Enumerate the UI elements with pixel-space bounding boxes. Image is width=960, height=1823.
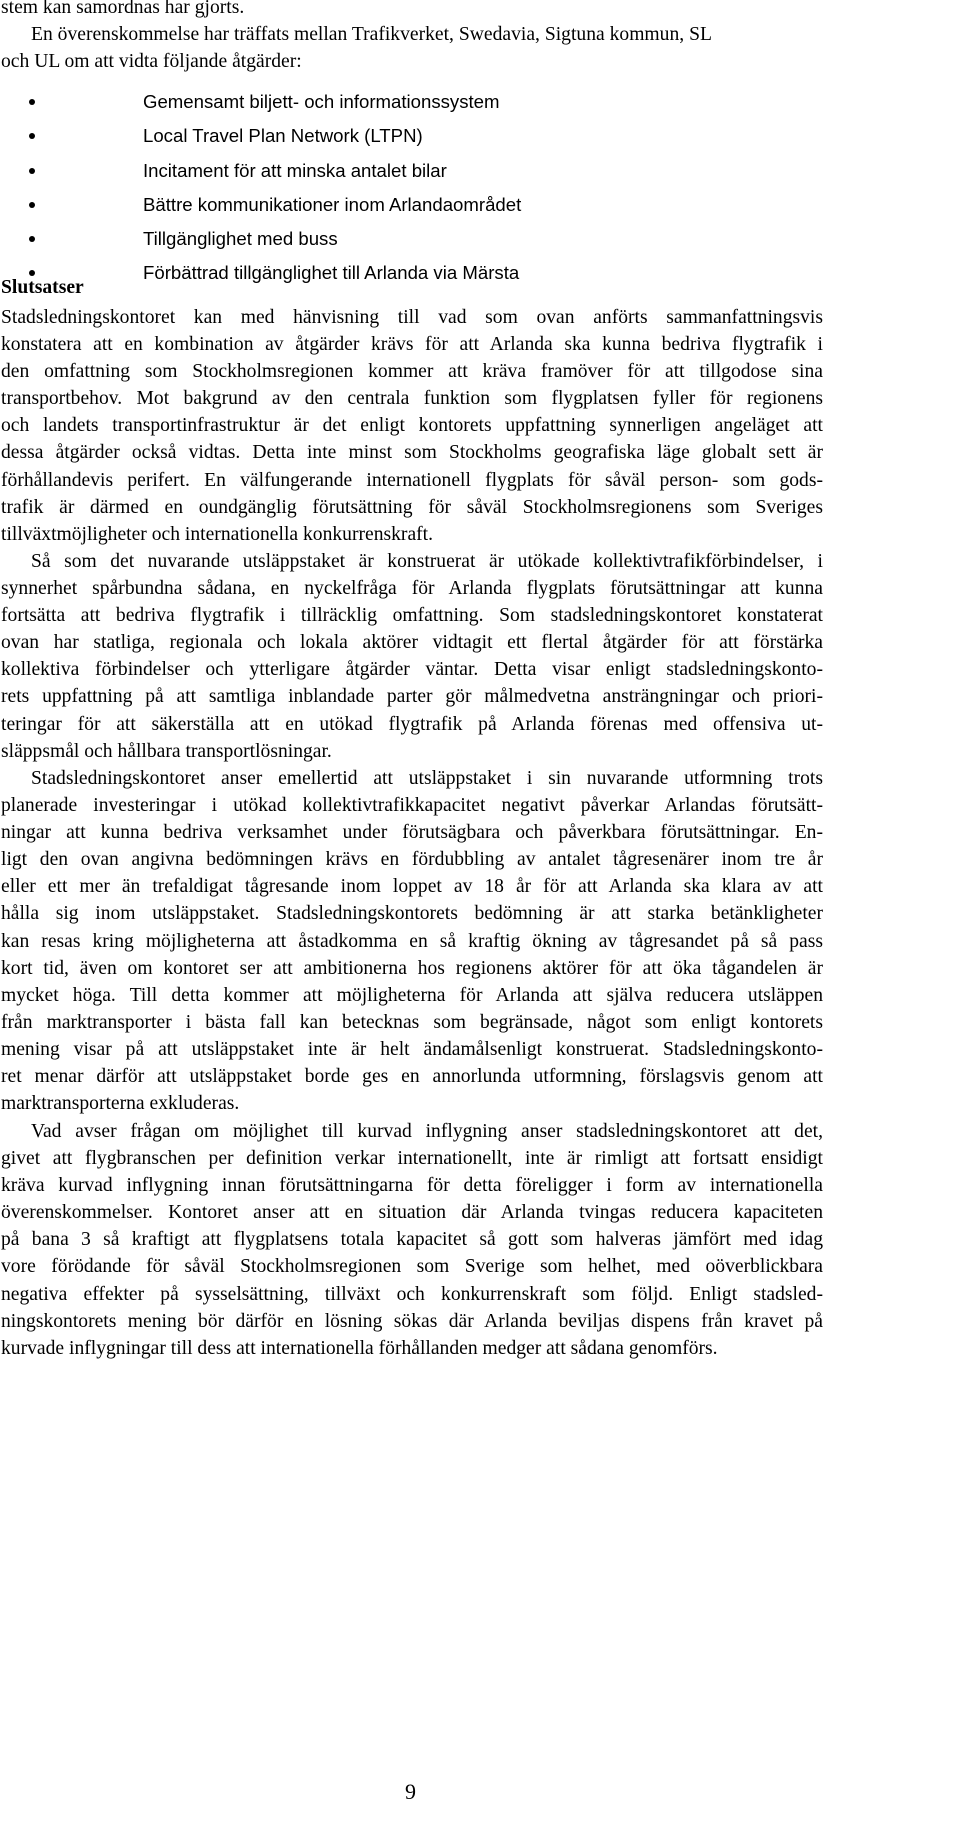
page-number: 9 [405,1779,416,1804]
text-line: kräva kurvad inflygning innan förutsättningarna för detta föreligger i form av internationella [1,1175,823,1197]
list-item-text: Local Travel Plan Network (LTPN) [143,125,423,147]
bullet-icon [29,168,35,174]
text-line: teringar för att säkerställa att en utökad flygtrafik på Arlanda förenas med offensiva ut- [1,713,823,735]
text-line: givet att flygbranschen per definition verkar internationellt, inte är rimligt att fortsatt ensidigt [1,1148,823,1170]
text-line: transportbehov. Mot bakgrund av den centrala funktion som flygplatsen fyller för regionens [1,388,823,410]
list-item [0,119,700,153]
text-line: Stadsledningskontoret anser emellertid att utsläppstaket i sin nuvarande utformning trots [31,768,823,789]
text-line: förhållandevis perifert. En välfungerande internationell flygplats för såväl person- som gods- [1,469,823,491]
bullet-icon [29,133,35,139]
text-line: Stadsledningskontoret kan med hänvisning till vad som ovan anförts sammanfattningsvis [1,307,823,328]
text-line: ningskontorets mening bör därför en lösning sökas där Arlanda beviljas dispens från kravet på [1,1310,823,1332]
text-line: ningar att kunna bedriva verksamhet under förutsägbara och påverkbara förutsättningar. En- [1,822,823,844]
bullet-icon [29,236,35,242]
text-line: och UL om att vidta följande åtgärder: [1,51,302,73]
text-line: kollektiva förbindelser och ytterligare åtgärder väntar. Detta visar enligt stadsledningskonto- [1,659,823,681]
text-line: släppsmål och hållbara transportlösningar. [1,740,332,762]
text-line: Vad avser frågan om möjlighet till kurvad inflygning anser stadsledningskontoret att det, [31,1121,823,1142]
list-item [0,154,700,188]
text-line: kan resas kring möjligheterna att åstadkomma en så kraftig ökning av tågresandet på så pass [1,930,823,952]
text-line: mycket höga. Till detta kommer att möjligheterna för Arlanda att själva reducera utsläppen [1,984,823,1006]
section-heading: Slutsatser [1,277,84,298]
text-line: ligt den ovan angivna bedömningen krävs en fördubbling av antalet tågresenärer inom tre år [1,849,823,871]
text-line: trafik är därmed en oundgänglig förutsättning för såväl Stockholmsregionens som Sveriges [1,496,823,518]
list-item [0,222,700,256]
list-item-text: Incitament för att minska antalet bilar [143,159,447,181]
text-line: stem kan samordnas har gjorts. [1,0,245,18]
list-item [0,85,700,119]
text-line: tillväxtmöjligheter och internationella konkurrenskraft. [1,523,434,545]
conclusion-paragraph-3 [1,765,823,1117]
list-item [0,188,700,222]
conclusion-paragraph-4 [1,1118,823,1362]
text-line: fortsätta att bedriva flygtrafik i tillräcklig omfattning. Som stadsledningskontoret konstaterat [1,605,823,627]
text-line: konstatera att en kombination av åtgärder krävs för att Arlanda ska kunna bedriva flygtrafik i [1,334,823,356]
list-item-text: Bättre kommunikationer inom Arlandaområdet [143,193,522,215]
text-line: ovan har statliga, regionala och lokala aktörer vidtagit ett flertal åtgärder för att förstärka [1,632,823,654]
list-item-text: Tillgänglighet med buss [143,228,338,250]
conclusion-paragraph-1 [1,304,823,548]
text-line: En överenskommelse har träffats mellan Trafikverket, Swedavia, Sigtuna kommun, SL [31,24,712,45]
text-line: eller ett mer än trefaldigat tågresande inom loppet av 18 år för att Arlanda ska klara av att [1,876,823,898]
conclusion-paragraph-2 [1,548,823,765]
text-line: mening visar på att utsläppstaket inte är helt ändamålsenligt konstruerat. Stadsledningskonto- [1,1038,823,1060]
measures-list [0,85,700,291]
text-line: på bana 3 så kraftigt att flygplatsens totala kapacitet så gott som halveras jämfört med idag [1,1229,823,1251]
text-line: rets uppfattning på att samtliga inblandade parter gör målmedvetna ansträngningar och priori- [1,686,823,708]
text-line: negativa effekter på sysselsättning, tillväxt och konkurrenskraft som följd. Enligt stadsled- [1,1283,823,1305]
bullet-icon [29,202,35,208]
list-item-text: Gemensamt biljett- och informationssystem [143,91,500,112]
text-line: synnerhet spårbundna sådana, en nyckelfråga för Arlanda flygplats förutsättningar att kunna [1,578,823,600]
text-line: kort tid, även om kontoret ser att ambitionerna hos regionens aktörer för att öka tågandelen är [1,957,823,979]
agreement-paragraph [1,21,823,75]
text-line: och landets transportinfrastruktur är det enligt kontorets uppfattning synnerligen angeläget att [1,415,823,437]
text-line: överenskommelser. Kontoret anser att en situation där Arlanda tvingas reducera kapaciteten [1,1202,823,1224]
intro-tail-paragraph [1,0,823,21]
text-line: marktransporterna exkluderas. [1,1093,240,1115]
text-line: kurvade inflygningar till dess att internationella förhållanden medger att sådana genomförs. [1,1337,718,1359]
text-line: ret menar därför att utsläppstaket borde ges en annorlunda utformning, förslagsvis genom att [1,1066,823,1088]
bullet-icon [29,99,35,105]
text-line: vore förödande för såväl Stockholmsregionen som Sverige som helhet, med oöverblickbara [1,1256,823,1278]
text-line: Så som det nuvarande utsläppstaket är konstruerat är utökade kollektivtrafikförbindelser, i [31,551,823,572]
list-item [0,256,700,290]
text-line: planerade investeringar i utökad kollektivtrafikkapacitet negativt påverkar Arlandas förutsätt- [1,795,823,817]
text-line: dessa åtgärder också vidtas. Detta inte minst som Stockholms geografiska läge globalt sett är [1,442,823,464]
list-item-text: Förbättrad tillgänglighet till Arlanda via Märsta [143,262,520,284]
text-line: hålla sig inom utsläppstaket. Stadsledningskontorets bedömning är att starka betänkligheter [1,903,823,925]
text-line: den omfattning som Stockholmsregionen kommer att kräva framöver för att tillgodose sina [1,361,823,383]
text-line: från marktransporter i bästa fall kan betecknas som begränsade, något som enligt kontorets [1,1011,823,1033]
